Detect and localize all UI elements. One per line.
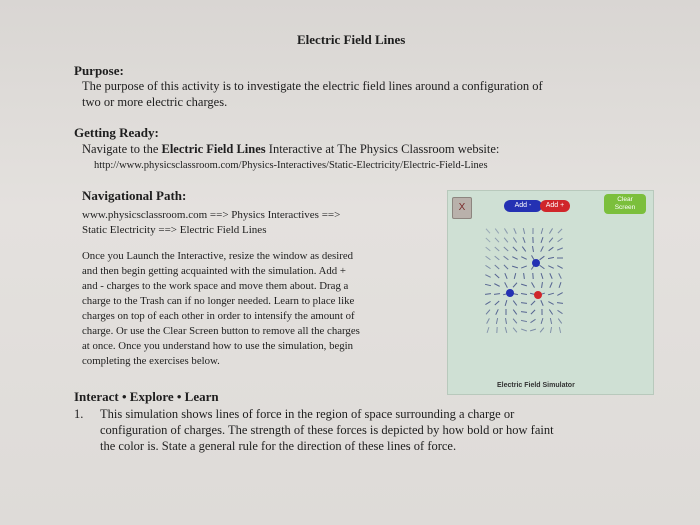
instruction-line: Once you Launch the Interactive, resize the window as desired bbox=[82, 250, 354, 262]
field-vector bbox=[558, 238, 563, 242]
field-vector bbox=[531, 301, 535, 305]
field-vector bbox=[485, 294, 491, 295]
field-vector bbox=[494, 284, 499, 287]
field-vector bbox=[548, 302, 553, 305]
getting-ready-prefix: Navigate to the bbox=[82, 142, 162, 156]
field-vector bbox=[540, 328, 544, 333]
field-vector bbox=[540, 265, 545, 269]
field-vector bbox=[548, 293, 554, 295]
field-vector bbox=[513, 237, 516, 242]
purpose-heading: Purpose: bbox=[74, 63, 124, 78]
field-vector bbox=[521, 266, 527, 268]
field-vector bbox=[530, 319, 535, 322]
navigational-path-heading: Navigational Path: bbox=[82, 188, 187, 203]
field-vector bbox=[541, 273, 543, 279]
electric-field-simulator bbox=[447, 190, 654, 395]
field-vector bbox=[521, 257, 526, 260]
field-vector bbox=[486, 238, 490, 242]
negative-charge bbox=[506, 289, 514, 297]
instruction-line: and - charges to the work space and move them about. Drag a bbox=[82, 280, 349, 292]
clear-label: Clear bbox=[617, 196, 633, 203]
field-vector bbox=[559, 327, 560, 333]
field-vector bbox=[550, 282, 552, 287]
question-line-3: the color is. State a general rule for the direction of these lines of force. bbox=[100, 439, 457, 453]
purpose-line-1: The purpose of this activity is to investigate the electric field lines around a configuration of bbox=[82, 79, 543, 93]
field-vector bbox=[512, 257, 517, 260]
question-line-2: configuration of charges. The strength of these forces is depicted by how bold or how faint bbox=[100, 423, 554, 437]
field-vector bbox=[504, 247, 508, 251]
field-vector bbox=[523, 228, 524, 234]
field-vector bbox=[495, 274, 499, 278]
field-vector bbox=[495, 265, 499, 269]
field-vector bbox=[513, 301, 517, 306]
field-vector bbox=[485, 275, 490, 278]
field-vector bbox=[485, 284, 491, 285]
field-vector bbox=[557, 248, 563, 250]
field-vector bbox=[512, 266, 518, 268]
field-vector bbox=[541, 300, 543, 306]
field-vector bbox=[494, 294, 500, 295]
getting-ready-bold: Electric Field Lines bbox=[161, 142, 266, 156]
field-vector bbox=[557, 266, 562, 269]
field-vector bbox=[487, 318, 490, 323]
field-vector bbox=[514, 273, 516, 279]
field-vector bbox=[521, 329, 527, 331]
field-vector bbox=[506, 318, 507, 324]
field-vector bbox=[504, 238, 508, 243]
field-vector bbox=[557, 293, 562, 296]
clear-screen-button bbox=[604, 194, 646, 214]
field-vector bbox=[559, 273, 562, 278]
field-vector bbox=[513, 283, 517, 287]
instruction-line: charge. Or use the Clear Screen button to remove all the charges bbox=[82, 325, 360, 337]
field-vector bbox=[487, 327, 489, 333]
field-vector bbox=[541, 318, 543, 324]
field-vector bbox=[505, 327, 507, 333]
website-url: http://www.physicsclassroom.com/Physics-Interactives/Static-Electricity/Electric-Field-Lines bbox=[94, 160, 488, 171]
field-vector bbox=[485, 265, 490, 268]
field-vector bbox=[550, 318, 551, 324]
field-vector bbox=[521, 320, 527, 321]
field-vector bbox=[521, 284, 527, 286]
instruction-line: charge to the Trash can if no longer needed. Learn to place like bbox=[82, 295, 355, 307]
instruction-line: completing the exercises below. bbox=[82, 355, 220, 367]
field-vector bbox=[495, 256, 500, 260]
field-vector bbox=[557, 303, 563, 304]
field-vector bbox=[541, 246, 544, 251]
field-lines-canvas bbox=[448, 191, 653, 394]
page-title: Electric Field Lines bbox=[297, 32, 406, 47]
field-vector bbox=[496, 318, 497, 324]
field-vector bbox=[522, 247, 525, 252]
field-vector bbox=[548, 257, 554, 258]
field-vector bbox=[558, 319, 561, 324]
field-vector bbox=[485, 301, 490, 304]
navigational-path-line-2: Static Electricity ==> Electric Field Lines bbox=[82, 224, 267, 236]
question-number: 1. bbox=[74, 407, 84, 421]
field-vector bbox=[513, 310, 517, 315]
field-vector bbox=[540, 256, 545, 260]
field-vector bbox=[486, 229, 490, 233]
field-vector bbox=[558, 229, 562, 233]
field-vector bbox=[504, 265, 508, 269]
field-vector bbox=[548, 266, 553, 269]
field-vector bbox=[530, 329, 536, 331]
field-vector bbox=[505, 282, 508, 287]
instruction-line: at once. Once you understand how to use the simulation, begin bbox=[82, 340, 354, 352]
field-vector bbox=[504, 256, 509, 260]
field-vector bbox=[549, 247, 554, 251]
field-vector bbox=[531, 310, 535, 314]
field-vector bbox=[542, 282, 543, 288]
field-vector bbox=[486, 256, 491, 260]
field-vector bbox=[524, 273, 525, 279]
field-vector bbox=[513, 247, 517, 251]
field-vector bbox=[513, 319, 517, 324]
negative-charge bbox=[532, 259, 540, 267]
getting-ready-suffix: Interactive at The Physics Classroom website: bbox=[265, 142, 500, 156]
field-vector bbox=[559, 282, 561, 288]
navigational-path-line-1: www.physicsclassroom.com ==> Physics Interactives ==> bbox=[82, 209, 341, 221]
add-negative-button: Add - bbox=[504, 200, 542, 212]
add-positive-button: Add + bbox=[540, 200, 570, 212]
field-vector bbox=[521, 312, 527, 313]
getting-ready-heading: Getting Ready: bbox=[74, 125, 159, 140]
field-vector bbox=[541, 228, 543, 234]
field-vector bbox=[513, 328, 517, 333]
field-vector bbox=[521, 303, 527, 304]
trash-can-icon: X bbox=[452, 197, 472, 219]
getting-ready-line bbox=[82, 142, 499, 156]
field-vector bbox=[486, 310, 490, 315]
interact-heading: Interact • Explore • Learn bbox=[74, 389, 219, 404]
field-vector bbox=[495, 301, 499, 305]
instruction-line: and then begin getting acquainted with the simulation. Add + bbox=[82, 265, 346, 277]
field-vector bbox=[504, 228, 507, 233]
field-vector bbox=[533, 246, 534, 252]
field-vector bbox=[541, 237, 543, 243]
field-vector bbox=[495, 229, 499, 234]
field-vector bbox=[549, 238, 553, 243]
field-vector bbox=[514, 228, 516, 233]
field-vector bbox=[549, 309, 552, 314]
field-vector bbox=[557, 310, 562, 313]
field-vector bbox=[495, 247, 499, 251]
simulator-caption: Electric Field Simulator bbox=[497, 382, 575, 389]
field-vector bbox=[495, 238, 499, 242]
field-vector bbox=[505, 273, 507, 279]
positive-charge bbox=[534, 291, 542, 299]
purpose-line-2: two or more electric charges. bbox=[82, 95, 228, 109]
field-vector bbox=[523, 237, 525, 243]
field-vector bbox=[531, 282, 534, 287]
question-line-1: This simulation shows lines of force in the region of space surrounding a charge or bbox=[100, 407, 515, 421]
field-vector bbox=[549, 228, 552, 233]
field-vector bbox=[505, 300, 507, 306]
field-vector bbox=[550, 327, 551, 333]
field-vector bbox=[521, 293, 527, 294]
field-vector bbox=[550, 273, 552, 278]
instruction-line: charges on top of each other in order to intensify the amount of bbox=[82, 310, 355, 322]
field-vector bbox=[486, 247, 491, 251]
field-vector bbox=[496, 309, 499, 314]
screen-label: Screen bbox=[614, 204, 636, 211]
